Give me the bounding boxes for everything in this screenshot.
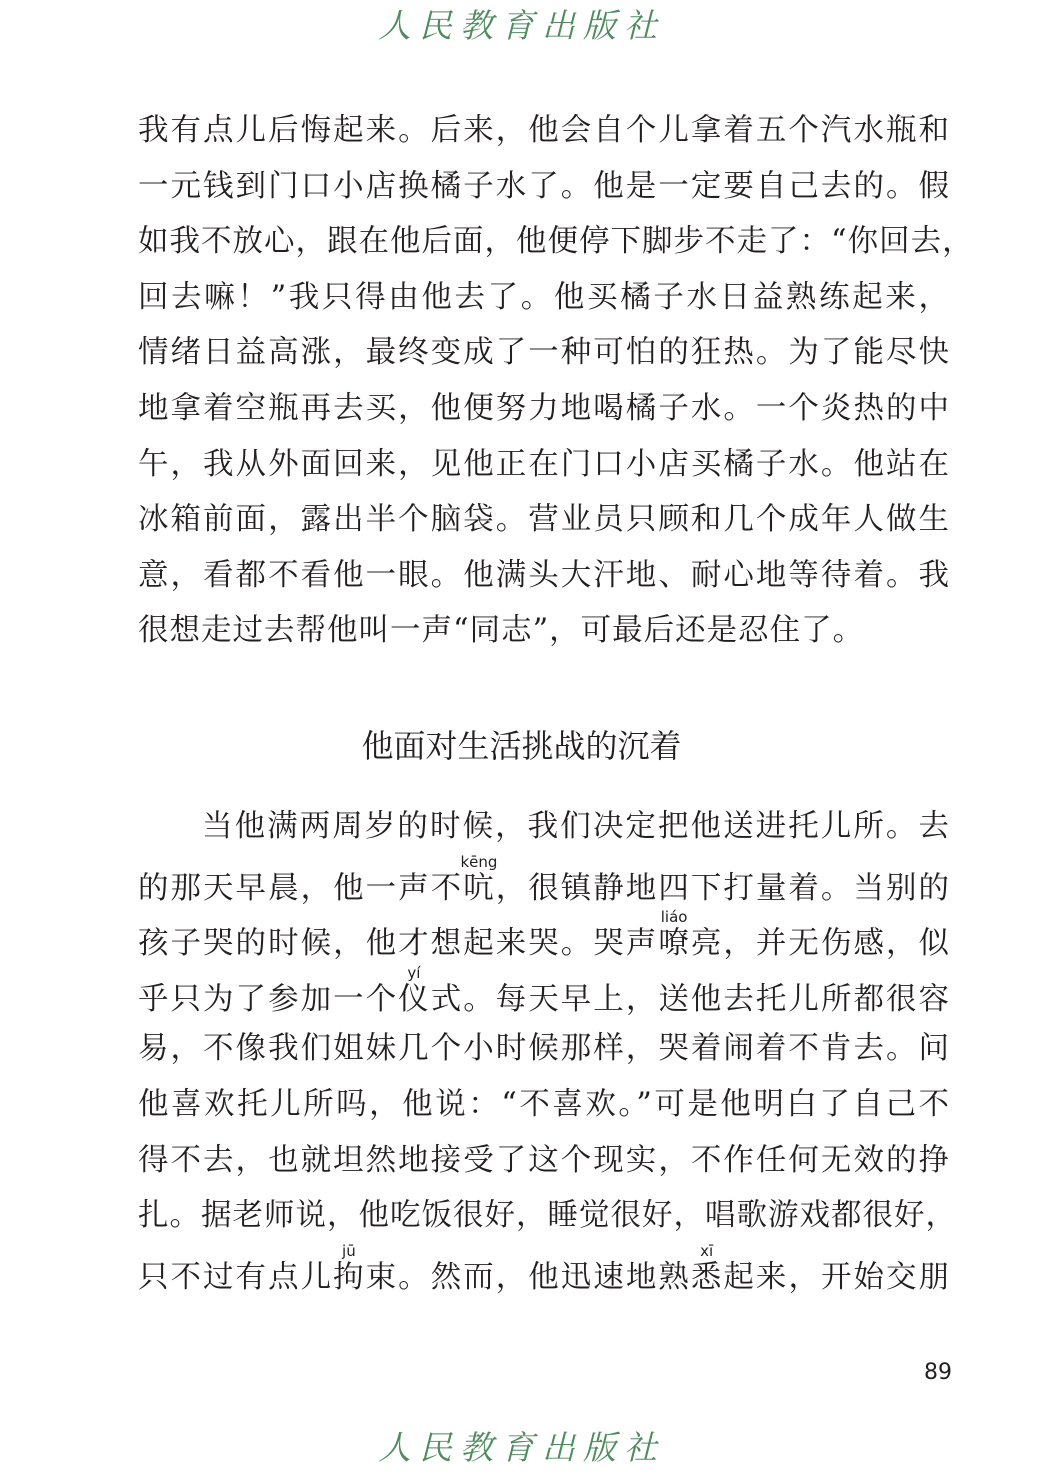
annotated-character xyxy=(398,963,431,1017)
annotated-character xyxy=(658,908,691,962)
publisher-watermark-bottom: 人民教育出版社 xyxy=(378,1428,665,1467)
text-line: 易，不像我们姐妹几个小时候那样，哭着闹着不肯去。问 xyxy=(138,1031,950,1067)
text-line: 扎。据老师说，他吃饭很好，睡觉很好，唱歌游戏都很好， xyxy=(138,1198,957,1234)
text-line xyxy=(138,1241,951,1300)
ruby-base: 吭 xyxy=(460,870,498,906)
text-line: 当他满两周岁的时候，我们决定把他送进托儿所。去 xyxy=(202,809,950,844)
text-line: 午，我从外面回来，见他正在门口小店买橘子水。他站在 xyxy=(138,446,950,482)
ruby-base: 悉 xyxy=(690,1259,724,1295)
text-line: 我有点儿后悔起来。后来，他会自个儿拿着五个汽水瓶和 xyxy=(138,113,950,148)
text-line: 如我不放心，跟在他后面，他便停下脚步不走了：“你回去， xyxy=(138,224,974,260)
text-line xyxy=(138,963,951,1022)
text-segment: 只不过有点儿 xyxy=(138,1259,334,1295)
annotated-character xyxy=(333,1241,366,1295)
text-segment: 的那天早晨，他一声不 xyxy=(138,870,464,906)
paragraph-2 xyxy=(138,799,957,1299)
text-line: 回去嘛！”我只得由他去了。他买橘子水日益熟练起来， xyxy=(138,279,950,315)
text-segment: 式。每天早上，送他去托儿所都很容 xyxy=(430,981,951,1017)
text-line xyxy=(138,852,950,911)
text-line: 地拿着空瓶再去买，他便努力地喝橘子水。一个炎热的中 xyxy=(138,390,950,426)
publisher-watermark-top: 人民教育出版社 xyxy=(378,6,665,45)
text-line: 一元钱到门口小店换橘子水了。他是一定要自己去的。假 xyxy=(138,168,950,204)
text-segment: 孩子哭的时候，他才想起来哭。哭声 xyxy=(138,926,659,962)
annotated-character xyxy=(690,1241,724,1295)
pinyin-annotation: yí xyxy=(398,963,430,982)
text-line: 情绪日益高涨，最终变成了一种可怕的狂热。为了能尽快 xyxy=(138,335,950,371)
text-line xyxy=(138,910,950,966)
text-line: 很想走过去帮他叫一声“同志”，可最后还是忍住了。 xyxy=(138,613,865,649)
pinyin-annotation: liáo xyxy=(658,908,690,927)
ruby-base: 嘹 xyxy=(658,926,691,962)
text-line: 意，看都不看他一眼。他满头大汗地、耐心地等待着。我 xyxy=(138,557,950,593)
text-segment: 起来，开始交朋 xyxy=(723,1259,951,1295)
pinyin-annotation: kēng xyxy=(460,852,498,871)
ruby-base: 仪 xyxy=(398,981,431,1017)
text-line: 他喜欢托儿所吗，他说：“不喜欢。”可是他明白了自己不 xyxy=(138,1086,950,1122)
annotated-character xyxy=(460,852,498,906)
section-heading: 他面对生活挑战的沉着 xyxy=(361,727,682,765)
text-segment: ，很镇静地四下打量着。当别的 xyxy=(494,870,950,906)
text-line: 得不去，也就坦然地接受了这个现实，不作任何无效的挣 xyxy=(138,1142,950,1178)
pinyin-annotation: xī xyxy=(690,1241,723,1260)
text-line: 冰箱前面，露出半个脑袋。营业员只顾和几个成年人做生 xyxy=(138,502,950,538)
text-segment: 亮，并无伤感，似 xyxy=(690,926,951,962)
paragraph-1 xyxy=(138,103,974,659)
text-segment: 束。然而，他迅速地熟 xyxy=(365,1259,691,1295)
text-segment: 乎只为了参加一个 xyxy=(138,981,399,1017)
page-number: 89 xyxy=(924,1360,952,1385)
ruby-base: 拘 xyxy=(333,1259,366,1295)
pinyin-annotation: jū xyxy=(333,1241,365,1260)
